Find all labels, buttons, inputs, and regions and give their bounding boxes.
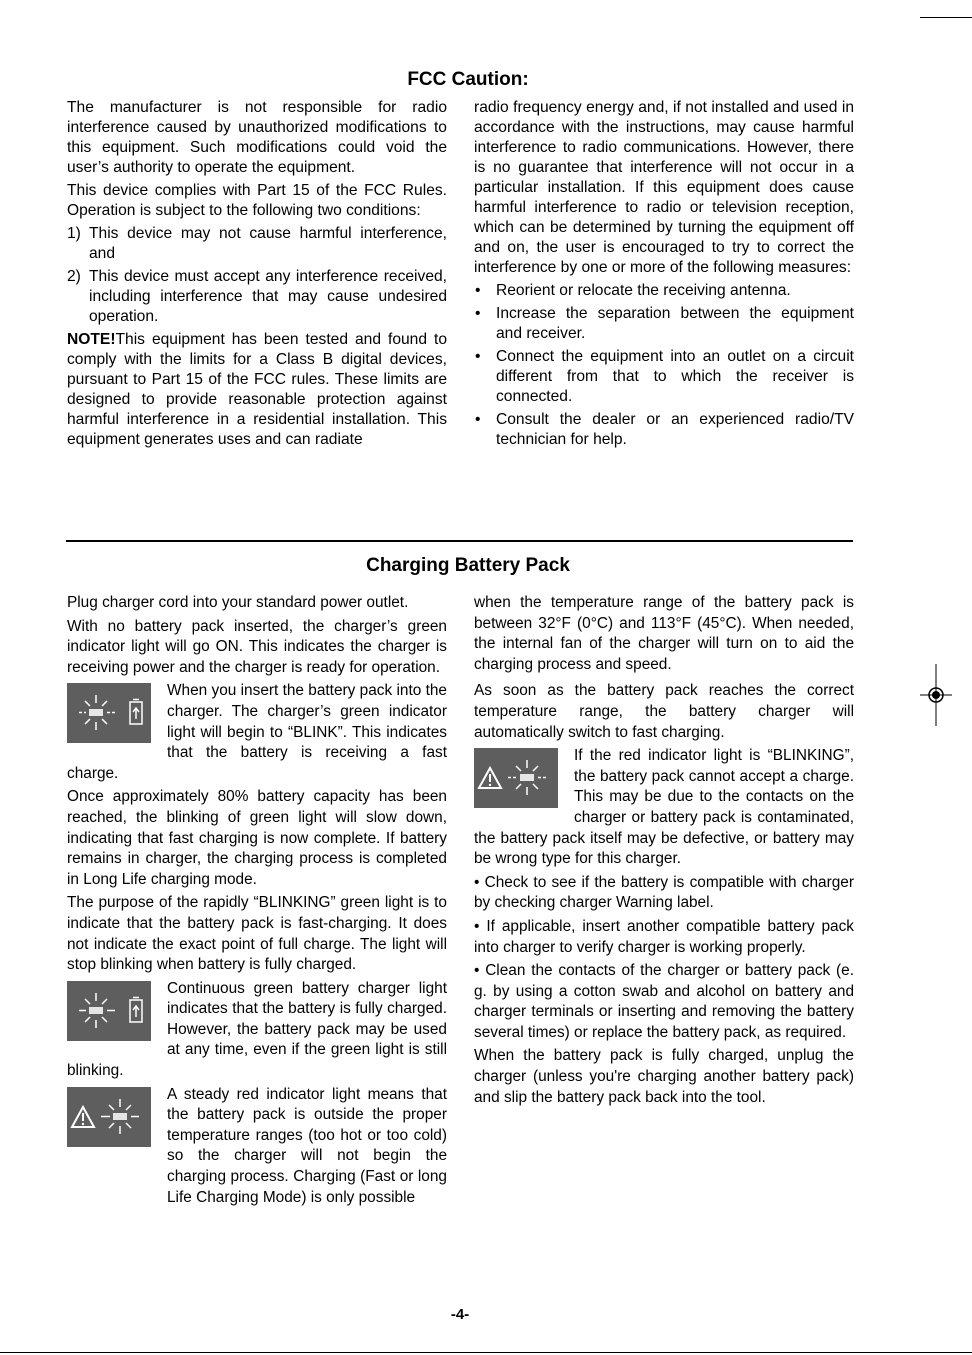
charging-paragraph: If the red indicator light is “BLINKING”, the battery pack cannot accept a charge. This may be due to the contacts on the charger or battery pack is contaminated, the battery pack itself may be defective, or battery may be wrong type for this charger. [474, 747, 854, 868]
red-blinking-light-warning-icon [474, 748, 558, 808]
charging-title: Charging Battery Pack [366, 555, 570, 576]
charging-paragraph: Once approximately 80% battery capacity has been reached, the blinking of green light will slow down, indicating that fast charging is now complete. If battery remains in charger, the charging process is completed in Long Life charging mode. [67, 788, 447, 888]
charging-paragraph: When the battery pack is fully charged, unplug the charger (unless you're charging another battery pack) and slip the battery pack back into the tool. [474, 1047, 854, 1106]
fcc-column-right [474, 98, 854, 453]
charging-paragraph: A steady red indicator light means that the battery pack is outside the proper temperature ranges (too hot or too cold) so the charger will not begin the charging process. Charging (Fast or long Life Charging Mode) is only possible [167, 1085, 447, 1206]
charging-paragraph-continued: when the temperature range of the battery pack is between 32°F (0°C) and 113°F (45°C). When needed, the internal fan of the charger will turn on to aid the charging process and speed. [474, 594, 854, 673]
charging-paragraph: Continuous green battery charger light indicates that the battery is fully charged. However, the battery pack may be used at any time, even if the green light is still blinking. [67, 979, 447, 1080]
green-blinking-light-icon [67, 683, 151, 743]
list-item: • Reorient or relocate the receiving antenna. [474, 281, 854, 301]
list-item: 2) This device must accept any interference received, including interference that may cause undesired operation. [67, 268, 447, 325]
list-item: 1) This device may not cause harmful interference, and [67, 225, 447, 262]
fcc-paragraph: The manufacturer is not responsible for radio interference caused by unauthorized modifications to this equipment. Such modifications could void the user’s authority to operate the equipment. [67, 99, 447, 176]
list-item: • Connect the equipment into an outlet on a circuit different from that to which the receiver is connected. [474, 347, 854, 407]
fcc-conditions-list [67, 224, 447, 327]
charging-paragraph: As soon as the battery pack reaches the correct temperature range, the battery charger will automatically switch to fast charging. [474, 682, 854, 741]
registration-mark-icon [920, 664, 952, 726]
charging-paragraph: Plug charger cord into your standard power outlet. [67, 594, 409, 611]
note-text-start: This equipment has been tested and found to comply with the limits for a Class B digital devices, pursuant to Part 15 of the FCC rules. These limits are designed to provide reasonable protection against harmful interference in a residential installation. This equipment generates uses and can radiate [67, 331, 447, 448]
fcc-note-paragraph [67, 330, 447, 462]
list-item: • Increase the separation between the equipment and receiver. [474, 304, 854, 344]
crop-mark-bottom [0, 1352, 972, 1353]
charging-bullet: • Clean the contacts of the charger or battery pack (e. g. by using a cotton swab and alcohol on battery and charger terminals or inserting and removing the battery several times) or replace the battery pack, as required. [474, 962, 854, 1041]
red-steady-light-warning-icon [67, 1087, 151, 1147]
charging-paragraph: The purpose of the rapidly “BLINKING” green light is to indicate that the battery pack is fast-charging. It does not indicate the exact point of full charge. The light will stop blinking when battery is fully charged. [67, 894, 447, 974]
charging-column-left [67, 593, 447, 1212]
fcc-note-continued: radio frequency energy and, if not installed and used in accordance with the instructions, may cause harmful interference to radio communications. However, there is no guarantee that interference will not occur in a particular installation. If this equipment does cause harmful interference to radio or television reception, which can be determined by turning the equipment off and on, the user is encouraged to try to correct the interference by one or more of the following measures: [474, 99, 854, 276]
charging-paragraph: When you insert the battery pack into the charger. The charger’s green indicator light will begin to “BLINK”. This indicates that the battery is receiving a fast charge. [67, 682, 447, 782]
section-divider [66, 540, 853, 542]
fcc-title: FCC Caution: [407, 69, 529, 90]
charging-bullet: • Check to see if the battery is compatible with charger by checking charger Warning label. [474, 873, 854, 912]
fcc-measures-list [474, 281, 854, 450]
fcc-paragraph: This device complies with Part 15 of the FCC Rules. Operation is subject to the following two conditions: [67, 182, 447, 219]
page-number: -4- [450, 1306, 470, 1323]
charging-paragraph: With no battery pack inserted, the charger’s green indicator light will go ON. This indicates the charger is receiving power and the charger is ready for operation. [67, 617, 447, 676]
green-steady-light-icon [67, 981, 151, 1041]
crop-mark-top [920, 17, 972, 18]
charging-column-right [474, 593, 854, 1111]
note-label: NOTE! [67, 331, 116, 348]
charging-bullet: • If applicable, insert another compatible battery pack into charger to verify charger is working properly. [474, 917, 854, 956]
list-item: • Consult the dealer or an experienced radio/TV technician for help. [474, 410, 854, 450]
fcc-column-left [67, 98, 447, 465]
